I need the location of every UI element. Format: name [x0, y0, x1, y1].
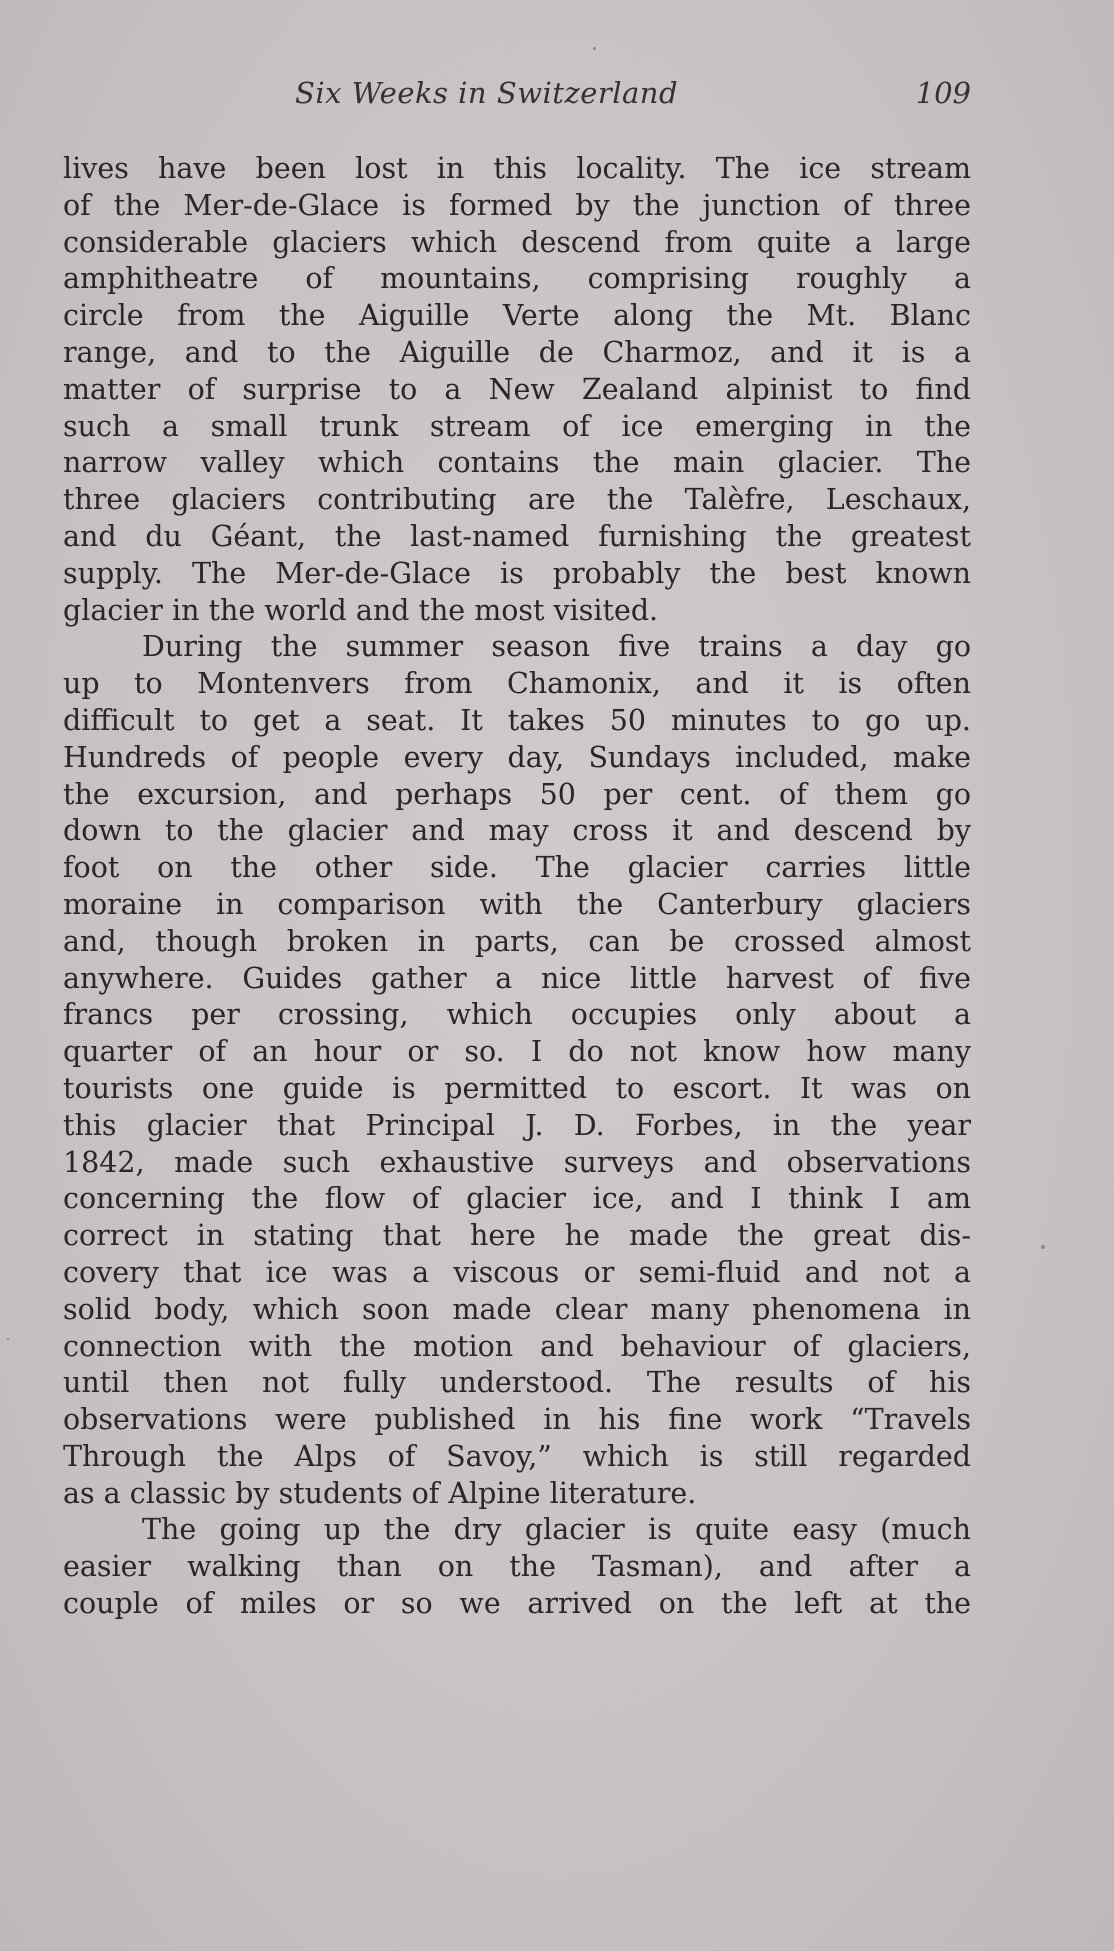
text-line: until then not fully understood. The results of his: [63, 1366, 971, 1400]
text-line: During the summer season five trains a day go: [142, 630, 971, 664]
text-line: connection with the motion and behaviour of glaciers,: [63, 1329, 971, 1363]
text-line: the excursion, and perhaps 50 per cent. of them go: [63, 777, 971, 811]
paragraph: [63, 629, 971, 1512]
body-text: [63, 151, 971, 1623]
paragraph: [63, 1512, 971, 1622]
text-line: three glaciers contributing are the Talèfre, Leschaux,: [63, 483, 971, 517]
text-line: range, and to the Aiguille de Charmoz, and it is a: [63, 335, 971, 369]
text-line: easier walking than on the Tasman), and after a: [63, 1550, 971, 1584]
text-line: concerning the flow of glacier ice, and I think I am: [63, 1182, 971, 1216]
paragraph: [63, 151, 971, 629]
text-line: circle from the Aiguille Verte along the Mt. Blanc: [63, 299, 971, 333]
running-title: Six Weeks in Switzerland: [295, 76, 679, 110]
text-line: glacier in the world and the most visited.: [63, 593, 659, 627]
text-line: anywhere. Guides gather a nice little harvest of five: [63, 961, 971, 995]
text-line: 1842, made such exhaustive surveys and observations: [63, 1145, 971, 1179]
text-line: lives have been lost in this locality. The ice stream: [63, 152, 971, 185]
text-line: matter of surprise to a New Zealand alpinist to find: [63, 372, 971, 406]
paper-speck: [593, 47, 596, 50]
paper-speck: [1041, 1245, 1045, 1249]
text-line: solid body, which soon made clear many phenomena in: [63, 1292, 971, 1326]
text-line: difficult to get a seat. It takes 50 minutes to go up.: [63, 703, 971, 737]
running-head: [0, 76, 1114, 116]
text-line: The going up the dry glacier is quite easy (much: [142, 1513, 971, 1547]
text-line: covery that ice was a viscous or semi-fluid and not a: [63, 1255, 971, 1289]
text-line: down to the glacier and may cross it and descend by: [63, 814, 971, 848]
text-line: supply. The Mer-de-Glace is probably the best known: [63, 556, 971, 590]
text-line: foot on the other side. The glacier carries little: [63, 851, 971, 885]
page-number: 109: [915, 76, 971, 110]
text-line: such a small trunk stream of ice emerging in the: [63, 409, 971, 443]
text-line: francs per crossing, which occupies only about a: [63, 998, 971, 1032]
text-line: up to Montenvers from Chamonix, and it is often: [63, 667, 971, 701]
text-line: Through the Alps of Savoy,” which is still regarded: [63, 1439, 971, 1473]
text-line: observations were published in his fine work “Travels: [63, 1403, 971, 1437]
text-line: moraine in comparison with the Canterbury glaciers: [63, 887, 971, 921]
text-line: considerable glaciers which descend from quite a large: [63, 225, 971, 259]
text-line: tourists one guide is permitted to escort. It was on: [63, 1071, 971, 1105]
text-line: as a classic by students of Alpine literature.: [63, 1476, 697, 1510]
text-line: Hundreds of people every day, Sundays included, make: [63, 740, 971, 774]
text-line: this glacier that Principal J. D. Forbes, in the year: [63, 1108, 971, 1142]
text-line: and, though broken in parts, can be crossed almost: [63, 924, 971, 958]
text-line: couple of miles or so we arrived on the left at the: [63, 1587, 971, 1621]
text-line: of the Mer-de-Glace is formed by the junction of three: [63, 188, 971, 222]
text-line: amphitheatre of mountains, comprising roughly a: [63, 262, 971, 296]
paper-speck: [7, 1338, 9, 1340]
text-line: quarter of an hour or so. I do not know how many: [63, 1035, 971, 1069]
text-line: and du Géant, the last-named furnishing the greatest: [63, 519, 971, 553]
text-line: correct in stating that here he made the great dis-: [63, 1219, 971, 1253]
text-line: narrow valley which contains the main glacier. The: [63, 446, 971, 480]
